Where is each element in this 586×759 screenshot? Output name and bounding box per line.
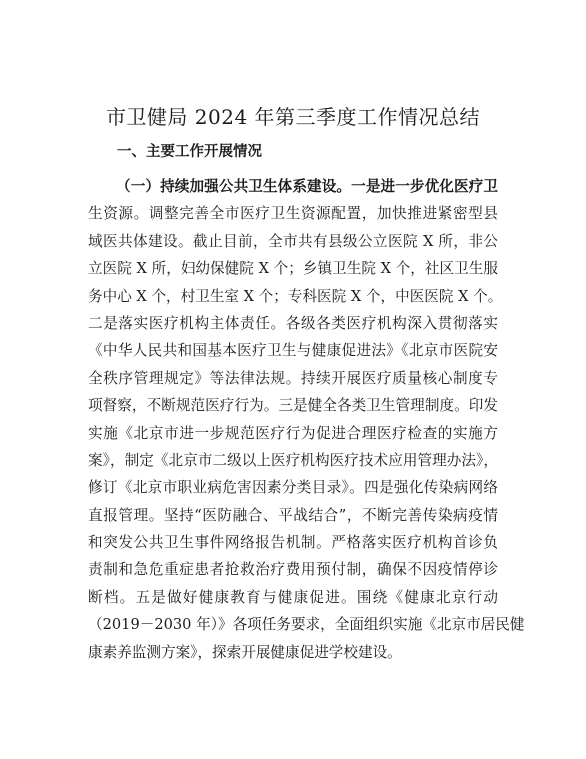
body-paragraph	[88, 173, 525, 666]
paragraph-line: 责制和急危重症患者抢救治疗费用预付制，确保不因疫情停诊	[88, 561, 498, 579]
paragraph-line: （一）持续加强公共卫生体系建设。一是进一步优化医疗卫	[116, 178, 498, 195]
paragraph-line: 修订《北京市职业病危害因素分类目录》。四是强化传染病网络	[88, 479, 498, 497]
paragraph-line: 和突发公共卫生事件网络报告机制。严格落实医疗机构首诊负	[88, 534, 498, 552]
paragraph-line: 二是落实医疗机构主体责任。各级各类医疗机构深入贯彻落实	[88, 314, 498, 332]
paragraph-line: 案》，制定《北京市二级以上医疗机构医疗技术应用管理办法》，	[88, 451, 498, 469]
document-title: 市卫健局 2024 年第三季度工作情况总结	[105, 105, 481, 129]
paragraph-line: 直报管理。坚持“医防融合、平战结合”，不断完善传染病疫情	[88, 506, 498, 524]
paragraph-line: 项督察，不断规范医疗行为。三是健全各类卫生管理制度。印发	[88, 397, 498, 415]
paragraph-line: （2019－2030 年）》各项任务要求，全面组织实施《北京市居民健	[88, 616, 525, 634]
section-heading: 一、主要工作开展情况	[117, 143, 262, 160]
paragraph-line: 域医共体建设。截止目前，全市共有县级公立医院 X 所，非公	[88, 232, 498, 250]
paragraph-line: 《中华人民共和国基本医疗卫生与健康促进法》《北京市医院安	[88, 342, 498, 360]
paragraph-line: 务中心 X 个，村卫生室 X 个；专科医院 X 个，中医医院 X 个。	[88, 287, 503, 305]
paragraph-line: 康素养监测方案》，探索开展健康促进学校建设。	[88, 643, 402, 661]
paragraph-line: 立医院 X 所，妇幼保健院 X 个；乡镇卫生院 X 个，社区卫生服	[88, 260, 498, 278]
paragraph-line: 生资源。调整完善全市医疗卫生资源配置，加快推进紧密型县	[88, 205, 498, 223]
paragraph-line: 断档。五是做好健康教育与健康促进。围绕《健康北京行动	[88, 588, 498, 606]
paragraph-line: 全秩序管理规定》等法律法规。持续开展医疗质量核心制度专	[88, 369, 498, 387]
paragraph-line: 实施《北京市进一步规范医疗行为促进合理医疗检查的实施方	[88, 424, 498, 442]
